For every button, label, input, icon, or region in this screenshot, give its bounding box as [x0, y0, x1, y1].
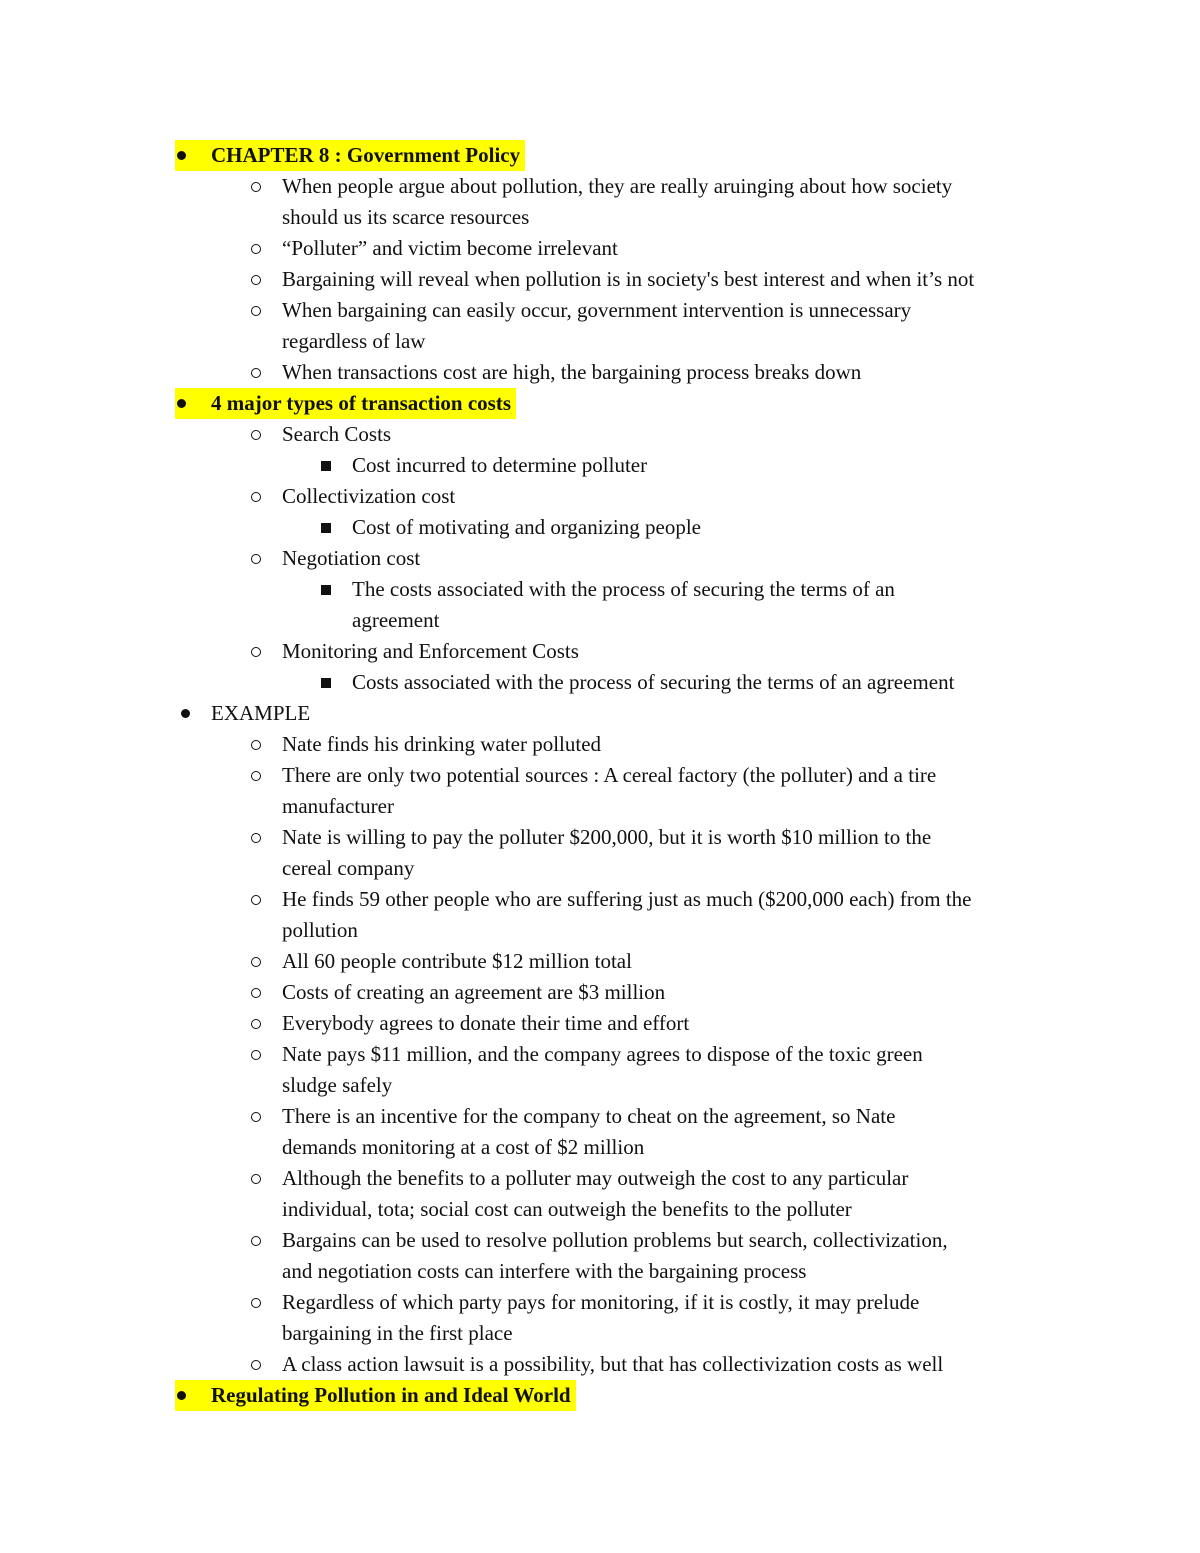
- list-item-text: When people argue about pollution, they are really aruinging about how society: [282, 174, 953, 198]
- bullet-mark: [177, 1391, 186, 1400]
- hollow-circle-bullet-icon: [246, 1163, 266, 1194]
- document-body: [0, 140, 1200, 1411]
- hollow-circle-bullet-icon: [246, 233, 266, 264]
- list-item-level-2: [0, 946, 1200, 977]
- hollow-circle-bullet-icon: [246, 1008, 266, 1039]
- hollow-circle-bullet-icon: [246, 946, 266, 977]
- bullet-mark: [251, 492, 261, 502]
- hollow-circle-bullet-icon: [246, 977, 266, 1008]
- bullet-mark: [251, 833, 261, 843]
- list-item-text: Bargaining will reveal when pollution is in society's best interest and when it’s not: [282, 267, 975, 291]
- list-item-text: Cost incurred to determine polluter: [352, 453, 648, 477]
- list-item-text: bargaining in the first place: [282, 1321, 513, 1345]
- list-item-text: sludge safely: [282, 1073, 393, 1097]
- list-item-continuation: [0, 202, 1200, 233]
- list-item-continuation: [0, 1132, 1200, 1163]
- list-item-level-1: [0, 698, 1200, 729]
- list-item-level-2: [0, 1163, 1200, 1194]
- square-bullet-icon: [316, 512, 336, 543]
- list-item-text: Monitoring and Enforcement Costs: [282, 639, 579, 663]
- list-item-text: Collectivization cost: [282, 484, 456, 508]
- list-item-level-3: [0, 574, 1200, 605]
- list-item-text: There are only two potential sources : A cereal factory (the polluter) and a tire: [282, 763, 937, 787]
- bullet-mark: [251, 430, 261, 440]
- bullet-mark: [177, 399, 186, 408]
- list-item-level-1: [0, 1380, 1200, 1411]
- list-item-text: Nate pays $11 million, and the company agrees to dispose of the toxic green: [282, 1042, 923, 1066]
- list-item-level-3: [0, 450, 1200, 481]
- list-item-level-2: [0, 977, 1200, 1008]
- list-item-text: Regardless of which party pays for monitoring, if it is costly, it may prelude: [282, 1290, 920, 1314]
- bullet-mark: [321, 678, 331, 688]
- hollow-circle-bullet-icon: [246, 884, 266, 915]
- list-item-text: All 60 people contribute $12 million total: [282, 949, 632, 973]
- bullet-mark: [177, 151, 186, 160]
- list-item-continuation: [0, 853, 1200, 884]
- bullet-mark: [251, 1112, 261, 1122]
- list-item-text: EXAMPLE: [211, 701, 311, 725]
- list-item-level-2: [0, 1225, 1200, 1256]
- filled-circle-bullet-icon: [175, 388, 211, 419]
- list-item-level-2: [0, 419, 1200, 450]
- hollow-circle-bullet-icon: [246, 822, 266, 853]
- list-item-level-2: [0, 760, 1200, 791]
- bullet-mark: [181, 709, 190, 718]
- bullet-mark: [251, 244, 261, 254]
- bullet-mark: [251, 554, 261, 564]
- hollow-circle-bullet-icon: [246, 481, 266, 512]
- hollow-circle-bullet-icon: [246, 171, 266, 202]
- list-item-text: demands monitoring at a cost of $2 million: [282, 1135, 645, 1159]
- list-item-text: Search Costs: [282, 422, 392, 446]
- bullet-mark: [251, 1298, 261, 1308]
- hollow-circle-bullet-icon: [246, 1225, 266, 1256]
- hollow-circle-bullet-icon: [246, 1287, 266, 1318]
- bullet-mark: [251, 957, 261, 967]
- square-bullet-icon: [316, 667, 336, 698]
- list-item-text: A class action lawsuit is a possibility, but that has collectivization costs as well: [282, 1352, 944, 1376]
- list-item-level-2: [0, 171, 1200, 202]
- list-item-text: Although the benefits to a polluter may outweigh the cost to any particular: [282, 1166, 909, 1190]
- list-item-text: Regulating Pollution in and Ideal World: [211, 1380, 576, 1411]
- list-item-level-3: [0, 667, 1200, 698]
- list-item-text: manufacturer: [282, 794, 394, 818]
- list-item-level-2: [0, 543, 1200, 574]
- hollow-circle-bullet-icon: [246, 295, 266, 326]
- list-item-text: Bargains can be used to resolve pollution problems but search, collectivization,: [282, 1228, 948, 1252]
- hollow-circle-bullet-icon: [246, 1349, 266, 1380]
- list-item-level-2: [0, 481, 1200, 512]
- list-item-text: and negotiation costs can interfere with the bargaining process: [282, 1259, 807, 1283]
- bullet-mark: [251, 988, 261, 998]
- list-item-text: agreement: [352, 608, 440, 632]
- list-item-text: Costs associated with the process of securing the terms of an agreement: [352, 670, 955, 694]
- list-item-text: CHAPTER 8 : Government Policy: [211, 140, 525, 171]
- bullet-mark: [251, 1174, 261, 1184]
- bullet-mark: [251, 740, 261, 750]
- bullet-mark: [321, 585, 331, 595]
- bullet-mark: [251, 647, 261, 657]
- list-item-level-2: [0, 1349, 1200, 1380]
- list-item-continuation: [0, 326, 1200, 357]
- bullet-mark: [251, 895, 261, 905]
- list-item-level-2: [0, 295, 1200, 326]
- list-item-level-2: [0, 1101, 1200, 1132]
- list-item-text: Negotiation cost: [282, 546, 421, 570]
- list-item-text: pollution: [282, 918, 358, 942]
- list-item-text: When transactions cost are high, the bargaining process breaks down: [282, 360, 862, 384]
- hollow-circle-bullet-icon: [246, 264, 266, 295]
- list-item-text: 4 major types of transaction costs: [211, 388, 516, 419]
- list-item-text: Nate finds his drinking water polluted: [282, 732, 602, 756]
- bullet-mark: [321, 461, 331, 471]
- hollow-circle-bullet-icon: [246, 1101, 266, 1132]
- bullet-mark: [251, 275, 261, 285]
- bullet-mark: [321, 523, 331, 533]
- hollow-circle-bullet-icon: [246, 1039, 266, 1070]
- list-item-continuation: [0, 1318, 1200, 1349]
- list-item-text: Cost of motivating and organizing people: [352, 515, 701, 539]
- list-item-text: Costs of creating an agreement are $3 million: [282, 980, 666, 1004]
- hollow-circle-bullet-icon: [246, 636, 266, 667]
- list-item-level-2: [0, 1287, 1200, 1318]
- list-item-continuation: [0, 915, 1200, 946]
- list-item-level-2: [0, 822, 1200, 853]
- list-item-text: “Polluter” and victim become irrelevant: [282, 236, 618, 260]
- list-item-level-2: [0, 1039, 1200, 1070]
- list-item-level-2: [0, 884, 1200, 915]
- list-item-text: regardless of law: [282, 329, 426, 353]
- list-item-text: He finds 59 other people who are suffering just as much ($200,000 each) from the: [282, 887, 972, 911]
- list-item-text: Everybody agrees to donate their time and effort: [282, 1011, 690, 1035]
- bullet-mark: [251, 306, 261, 316]
- hollow-circle-bullet-icon: [246, 419, 266, 450]
- list-item-text: individual, tota; social cost can outweigh the benefits to the polluter: [282, 1197, 852, 1221]
- bullet-mark: [251, 771, 261, 781]
- list-item-level-2: [0, 264, 1200, 295]
- list-item-continuation: [0, 1256, 1200, 1287]
- bullet-mark: [251, 182, 261, 192]
- list-item-text: The costs associated with the process of securing the terms of an: [352, 577, 895, 601]
- bullet-mark: [251, 1236, 261, 1246]
- list-item-text: When bargaining can easily occur, government intervention is unnecessary: [282, 298, 912, 322]
- list-item-level-2: [0, 1008, 1200, 1039]
- bullet-mark: [251, 1050, 261, 1060]
- filled-circle-bullet-icon: [175, 1380, 211, 1411]
- square-bullet-icon: [316, 450, 336, 481]
- list-item-level-2: [0, 233, 1200, 264]
- list-item-level-1: [0, 140, 1200, 171]
- filled-circle-bullet-icon: [175, 698, 195, 729]
- list-item-continuation: [0, 791, 1200, 822]
- list-item-level-2: [0, 729, 1200, 760]
- hollow-circle-bullet-icon: [246, 543, 266, 574]
- bullet-mark: [251, 1360, 261, 1370]
- list-item-level-1: [0, 388, 1200, 419]
- hollow-circle-bullet-icon: [246, 357, 266, 388]
- bullet-mark: [251, 1019, 261, 1029]
- list-item-level-3: [0, 512, 1200, 543]
- list-item-text: should us its scarce resources: [282, 205, 530, 229]
- filled-circle-bullet-icon: [175, 140, 211, 171]
- list-item-level-2: [0, 636, 1200, 667]
- square-bullet-icon: [316, 574, 336, 605]
- hollow-circle-bullet-icon: [246, 760, 266, 791]
- list-item-text: cereal company: [282, 856, 415, 880]
- list-item-continuation: [0, 605, 1200, 636]
- list-item-continuation: [0, 1070, 1200, 1101]
- list-item-text: There is an incentive for the company to cheat on the agreement, so Nate: [282, 1104, 896, 1128]
- list-item-continuation: [0, 1194, 1200, 1225]
- list-item-level-2: [0, 357, 1200, 388]
- list-item-text: Nate is willing to pay the polluter $200,000, but it is worth $10 million to the: [282, 825, 932, 849]
- hollow-circle-bullet-icon: [246, 729, 266, 760]
- bullet-mark: [251, 368, 261, 378]
